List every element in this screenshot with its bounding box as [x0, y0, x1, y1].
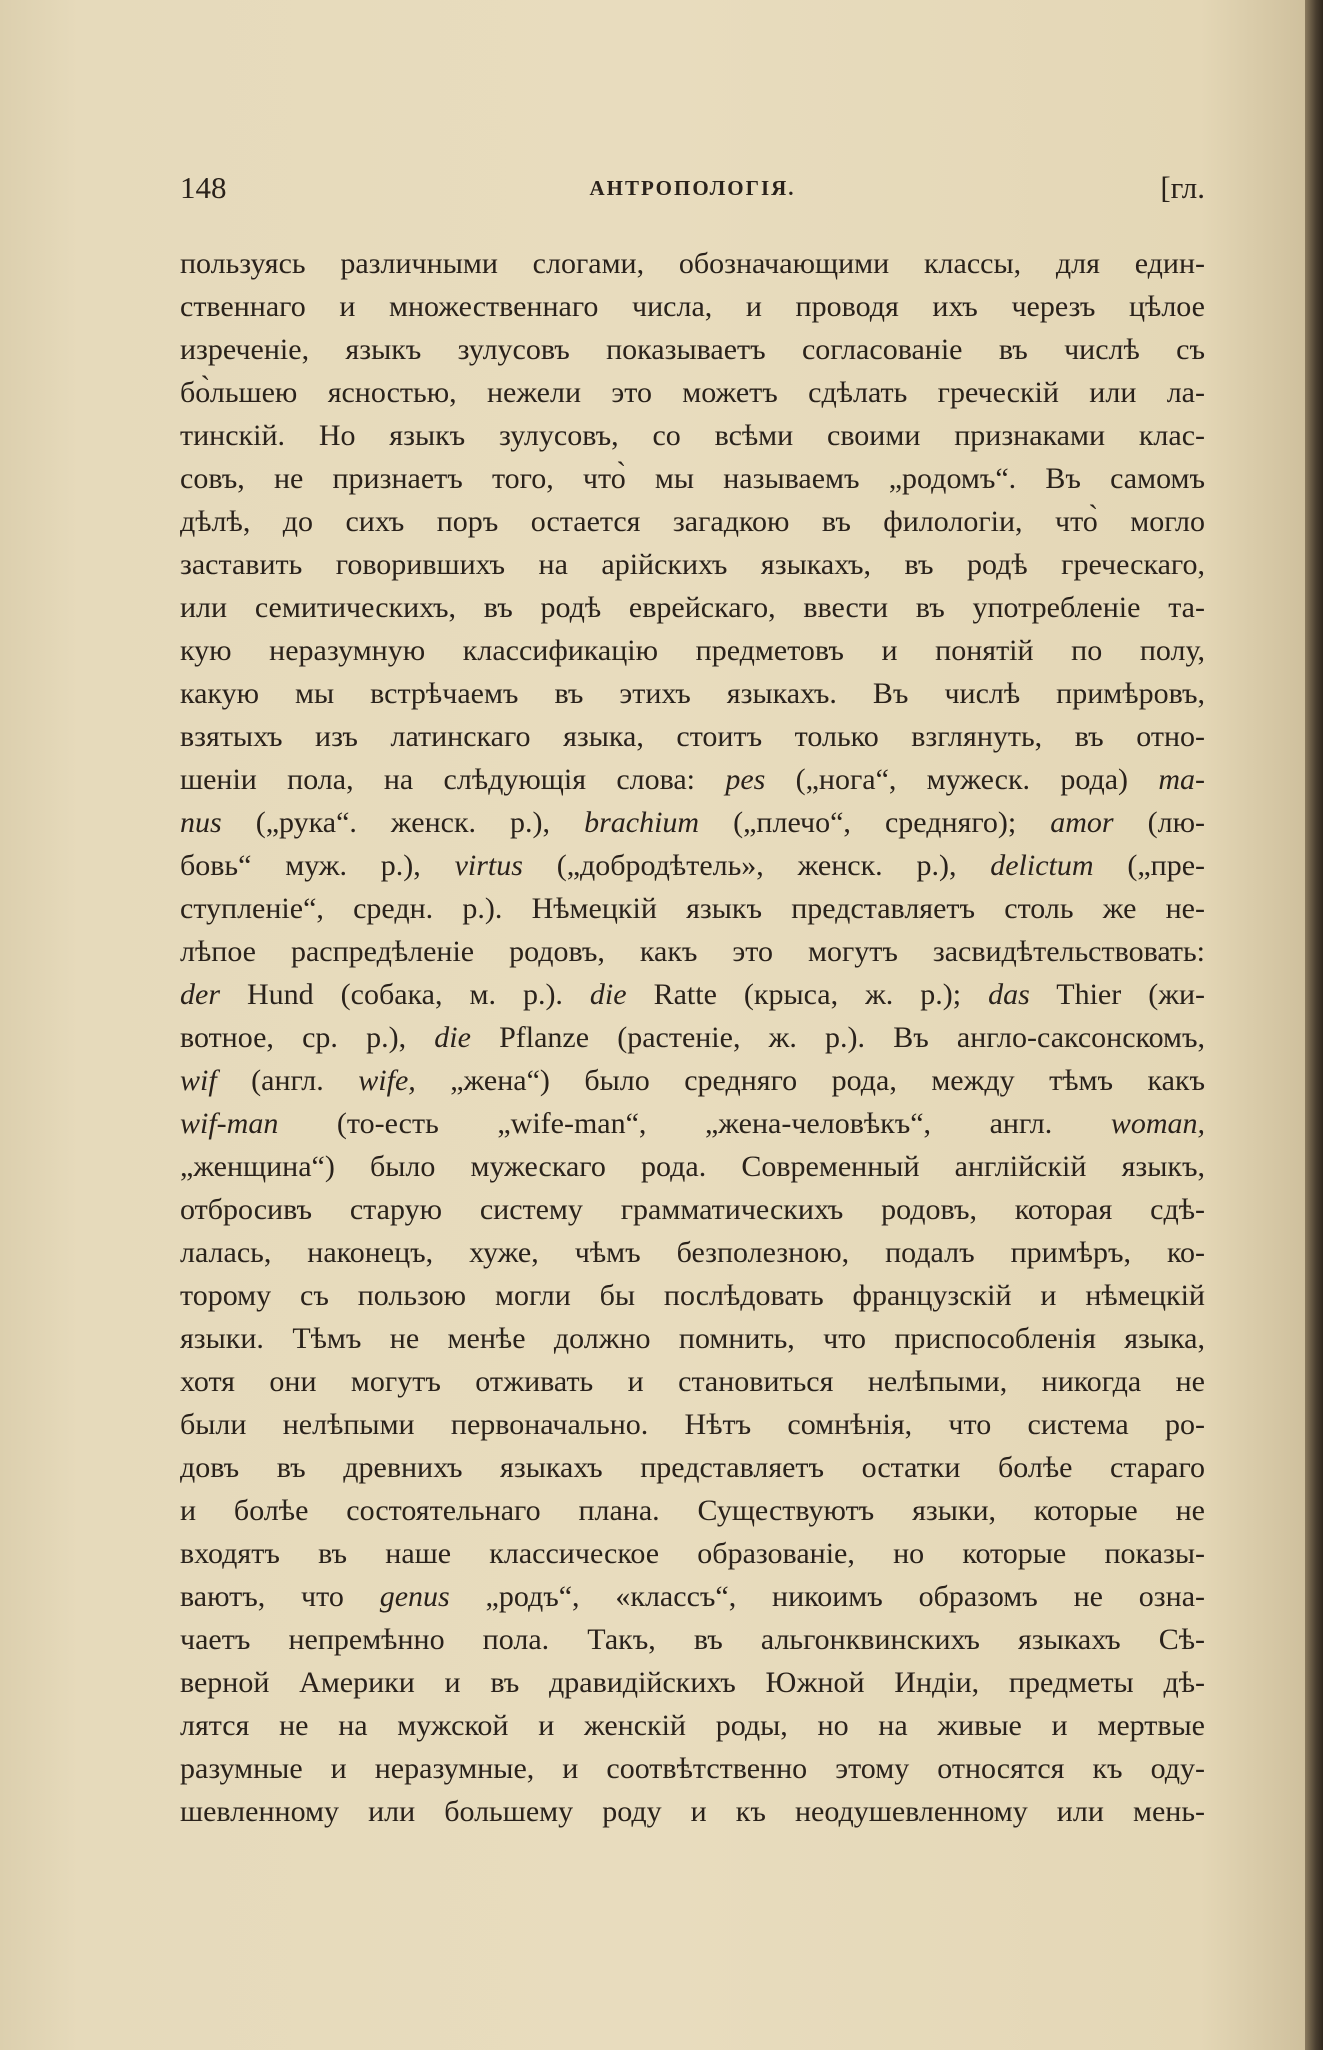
text-line — [180, 1704, 1205, 1747]
italic-word: die — [589, 978, 627, 1011]
text-line — [180, 1360, 1205, 1403]
text-segment: и болѣе состоятельнаго плана. Существуютъ языки, которые не — [180, 1494, 1205, 1527]
text-segment: Pflanze (растеніе, ж. р.). Въ англо-саксонскомъ, — [470, 1021, 1205, 1054]
text-line — [180, 543, 1205, 586]
text-segment: входятъ въ наше классическое образованіе, но которые показы- — [180, 1537, 1205, 1570]
text-line — [180, 1403, 1205, 1446]
text-segment: лалась, наконецъ, хуже, чѣмъ безполезною, подалъ примѣръ, ко- — [180, 1236, 1205, 1269]
text-line — [180, 930, 1205, 973]
page-header — [180, 170, 1205, 210]
text-segment: довъ въ древнихъ языкахъ представляетъ остатки болѣе стараго — [180, 1451, 1205, 1484]
text-segment: бовь“ муж. р.), — [180, 849, 455, 882]
text-line — [180, 586, 1205, 629]
text-line — [180, 414, 1205, 457]
text-line — [180, 629, 1205, 672]
text-segment: бо̀льшею ясностью, нежели это можетъ сдѣлать греческій или ла- — [180, 376, 1205, 409]
text-line — [180, 844, 1205, 887]
chapter-mark: [гл. — [1160, 170, 1205, 205]
text-line — [180, 1317, 1205, 1360]
italic-word: brachium — [584, 806, 700, 839]
text-line — [180, 1102, 1205, 1145]
text-line — [180, 1661, 1205, 1704]
page-number: 148 — [180, 170, 227, 205]
text-line — [180, 328, 1205, 371]
text-segment: ступленіе“, средн. р.). Нѣмецкій языкъ представляетъ столь же не- — [180, 892, 1205, 925]
text-line — [180, 1059, 1205, 1102]
text-segment: („добродѣтель», женск. р.), — [522, 849, 991, 882]
text-line — [180, 887, 1205, 930]
text-segment: хотя они могутъ отживать и становиться нелѣпыми, никогда не — [180, 1365, 1205, 1398]
text-line — [180, 1575, 1205, 1618]
text-segment: вотное, ср. р.), — [180, 1021, 435, 1054]
text-line — [180, 242, 1205, 285]
text-line — [180, 1188, 1205, 1231]
text-segment: тинскій. Но языкъ зулусовъ, со всѣми своими признаками клас- — [180, 419, 1205, 452]
text-segment: отбросивъ старую систему грамматическихъ родовъ, которая сдѣ- — [180, 1193, 1205, 1226]
italic-word: genus — [379, 1580, 450, 1613]
text-line — [180, 1145, 1205, 1188]
text-line — [180, 801, 1205, 844]
text-segment: какую мы встрѣчаемъ въ этихъ языкахъ. Въ числѣ примѣровъ, — [180, 677, 1205, 710]
text-segment: („нога“, мужеск. рода) — [765, 763, 1159, 796]
text-segment: изреченіе, языкъ зулусовъ показываетъ согласованіе въ числѣ съ — [180, 333, 1205, 366]
text-segment: лѣпое распредѣленіе родовъ, какъ это могутъ засвидѣтельствовать: — [180, 935, 1205, 968]
text-segment: совъ, не признаетъ того, что̀ мы называемъ „родомъ“. Въ самомъ — [180, 462, 1205, 495]
text-line — [180, 973, 1205, 1016]
page-edge — [1305, 0, 1323, 2050]
text-segment: шеніи пола, на слѣдующія слова: — [180, 763, 726, 796]
text-segment: („рука“. женск. р.), — [221, 806, 585, 839]
text-segment: Ratte (крыса, ж. р.); — [626, 978, 989, 1011]
text-segment: „родъ“, «классъ“, никоимъ образомъ не озна- — [449, 1580, 1205, 1613]
text-line — [180, 1016, 1205, 1059]
text-segment: шевленному или большему роду и къ неодушевленному или мень- — [180, 1795, 1205, 1828]
body-text — [180, 242, 1205, 1833]
text-line — [180, 1274, 1205, 1317]
text-segment: („плечо“, средняго); — [699, 806, 1051, 839]
text-line — [180, 457, 1205, 500]
italic-word: pes — [725, 763, 766, 796]
text-segment: верной Америки и въ дравидійскихъ Южной Индіи, предметы дѣ- — [180, 1666, 1205, 1699]
text-line — [180, 715, 1205, 758]
text-line — [180, 1231, 1205, 1274]
italic-word: delictum — [990, 849, 1094, 882]
text-segment: Thier (жи- — [1029, 978, 1205, 1011]
text-segment: Hund (собака, м. р.). — [220, 978, 590, 1011]
text-segment: лятся не на мужской и женскій роды, но на живые и мертвые — [180, 1709, 1205, 1742]
text-segment: разумные и неразумные, и соотвѣтственно этому относятся къ оду- — [180, 1752, 1205, 1785]
text-line — [180, 1618, 1205, 1661]
text-segment: заставить говорившихъ на арійскихъ языкахъ, въ родѣ греческаго, — [180, 548, 1205, 581]
text-segment: ваютъ, что — [180, 1580, 380, 1613]
text-segment: „женщина“) было мужескаго рода. Современный англійскій языкъ, — [180, 1150, 1205, 1183]
italic-word: wife, — [358, 1064, 416, 1097]
italic-word: der — [180, 978, 220, 1011]
text-segment: пользуясь различными слогами, обозначающими классы, для един- — [180, 247, 1205, 280]
text-segment: (англ. — [216, 1064, 359, 1097]
text-line — [180, 1489, 1205, 1532]
text-segment: или семитическихъ, въ родѣ еврейскаго, ввести въ употребленіе та- — [180, 591, 1205, 624]
text-segment: взятыхъ изъ латинскаго языка, стоитъ только взглянуть, въ отно- — [180, 720, 1205, 753]
text-segment: „жена“) было средняго рода, между тѣмъ какъ — [415, 1064, 1205, 1097]
text-segment: чаетъ непремѣнно пола. Такъ, въ альгонквинскихъ языкахъ Сѣ- — [180, 1623, 1205, 1656]
text-segment: языки. Тѣмъ не менѣе должно помнить, что приспособленія языка, — [180, 1322, 1205, 1355]
text-segment: дѣлѣ, до сихъ поръ остается загадкою въ филологіи, что̀ могло — [180, 505, 1205, 538]
text-line — [180, 1747, 1205, 1790]
text-line — [180, 672, 1205, 715]
text-segment: были нелѣпыми первоначально. Нѣтъ сомнѣнія, что система ро- — [180, 1408, 1205, 1441]
italic-word: ma- — [1158, 763, 1205, 796]
text-line — [180, 371, 1205, 414]
text-line — [180, 758, 1205, 801]
italic-word: wif-man — [180, 1107, 279, 1140]
italic-word: die — [434, 1021, 471, 1054]
italic-word: woman, — [1110, 1107, 1205, 1140]
text-segment: ственнаго и множественнаго числа, и проводя ихъ черезъ цѣлое — [180, 290, 1205, 323]
text-segment: („пре- — [1093, 849, 1205, 882]
italic-word: amor — [1050, 806, 1114, 839]
text-segment: торому съ пользою могли бы послѣдовать французскій и нѣмецкій — [180, 1279, 1205, 1312]
text-line — [180, 1446, 1205, 1489]
text-segment: (лю- — [1113, 806, 1205, 839]
italic-word: virtus — [454, 849, 523, 882]
italic-word: nus — [180, 806, 222, 839]
italic-word: das — [988, 978, 1030, 1011]
text-line — [180, 1790, 1205, 1833]
text-segment: кую неразумную классификацію предметовъ и понятій по полу, — [180, 634, 1205, 667]
text-segment: (то-есть „wife-man“, „жена-человѣкъ“, англ. — [278, 1107, 1111, 1140]
running-title: АНТРОПОЛОГІЯ. — [589, 176, 796, 200]
text-line — [180, 500, 1205, 543]
text-line — [180, 285, 1205, 328]
italic-word: wif — [180, 1064, 217, 1097]
text-line — [180, 1532, 1205, 1575]
